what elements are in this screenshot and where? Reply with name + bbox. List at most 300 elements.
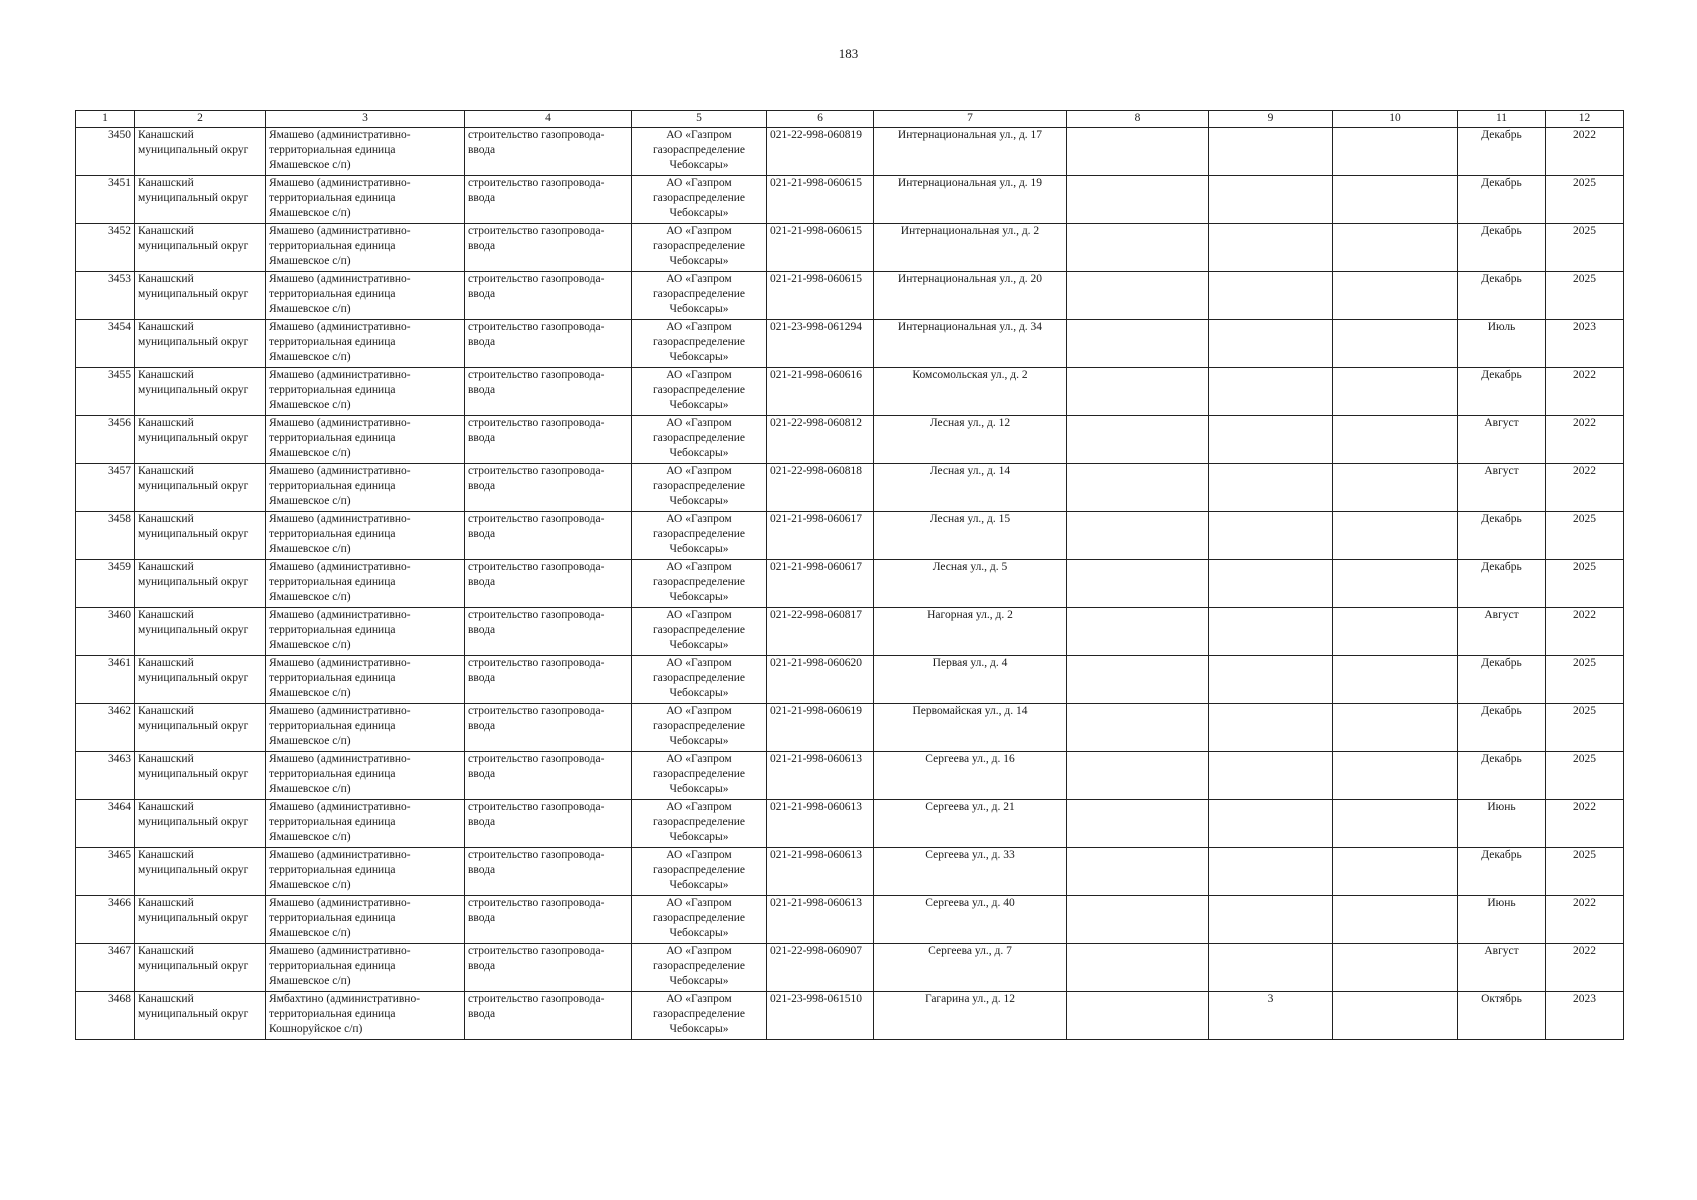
table-row bbox=[76, 176, 1624, 224]
table-row bbox=[76, 128, 1624, 176]
column-8-cell bbox=[1067, 848, 1209, 896]
month-cell: Август bbox=[1458, 464, 1546, 512]
address-cell: Интернациональная ул., д. 34 bbox=[874, 320, 1067, 368]
district-cell bbox=[135, 848, 266, 896]
cell-line: строительство газопровода- bbox=[468, 129, 605, 141]
district-cell bbox=[135, 608, 266, 656]
column-9-cell bbox=[1209, 176, 1333, 224]
cell-line: строительство газопровода- bbox=[468, 609, 605, 621]
organization-cell bbox=[632, 848, 767, 896]
cell-line: Ямашевское с/п) bbox=[269, 543, 351, 555]
column-8-cell bbox=[1067, 992, 1209, 1040]
table-row bbox=[76, 752, 1624, 800]
cell-line: территориальная единица bbox=[269, 1008, 396, 1020]
cell-line: АО «Газпром bbox=[666, 321, 732, 333]
column-8-cell bbox=[1067, 416, 1209, 464]
cell-line: Чебоксары» bbox=[669, 783, 729, 795]
cell-line: АО «Газпром bbox=[666, 993, 732, 1005]
cell-line: Чебоксары» bbox=[669, 447, 729, 459]
cell-line: строительство газопровода- bbox=[468, 561, 605, 573]
cell-line: муниципальный округ bbox=[138, 720, 249, 732]
cell-line: территориальная единица bbox=[269, 288, 396, 300]
cell-line: АО «Газпром bbox=[666, 465, 732, 477]
cell-line: территориальная единица bbox=[269, 768, 396, 780]
column-8-cell bbox=[1067, 368, 1209, 416]
column-9-cell bbox=[1209, 800, 1333, 848]
column-header: 9 bbox=[1209, 111, 1333, 128]
cell-line: Ямашево (административно- bbox=[269, 897, 411, 909]
table-row bbox=[76, 896, 1624, 944]
cell-line: территориальная единица bbox=[269, 720, 396, 732]
month-cell: Август bbox=[1458, 608, 1546, 656]
column-10-cell bbox=[1333, 464, 1458, 512]
month-cell: Декабрь bbox=[1458, 512, 1546, 560]
cell-line: Ямашевское с/п) bbox=[269, 351, 351, 363]
cell-line: Кошноруйское с/п) bbox=[269, 1023, 363, 1035]
address-cell: Первомайская ул., д. 14 bbox=[874, 704, 1067, 752]
column-header: 12 bbox=[1546, 111, 1624, 128]
cell-line: строительство газопровода- bbox=[468, 225, 605, 237]
cell-line: территориальная единица bbox=[269, 192, 396, 204]
cell-line: ввода bbox=[468, 864, 496, 876]
district-cell bbox=[135, 944, 266, 992]
month-cell: Декабрь bbox=[1458, 224, 1546, 272]
month-cell: Июнь bbox=[1458, 896, 1546, 944]
column-header: 10 bbox=[1333, 111, 1458, 128]
cell-line: Чебоксары» bbox=[669, 831, 729, 843]
month-cell: Июль bbox=[1458, 320, 1546, 368]
code-cell: 021-21-998-060620 bbox=[767, 656, 874, 704]
column-10-cell bbox=[1333, 656, 1458, 704]
column-10-cell bbox=[1333, 992, 1458, 1040]
cell-line: Канашский bbox=[138, 705, 194, 717]
cell-line: ввода bbox=[468, 240, 496, 252]
cell-line: Ямашевское с/п) bbox=[269, 399, 351, 411]
cell-line: Канашский bbox=[138, 801, 194, 813]
code-cell: 021-22-998-060907 bbox=[767, 944, 874, 992]
column-header: 4 bbox=[465, 111, 632, 128]
row-number-cell: 3458 bbox=[76, 512, 135, 560]
organization-cell bbox=[632, 800, 767, 848]
row-number-cell: 3468 bbox=[76, 992, 135, 1040]
cell-line: АО «Газпром bbox=[666, 657, 732, 669]
work-type-cell bbox=[465, 512, 632, 560]
cell-line: муниципальный округ bbox=[138, 528, 249, 540]
row-number-cell: 3461 bbox=[76, 656, 135, 704]
district-cell bbox=[135, 704, 266, 752]
month-cell: Декабрь bbox=[1458, 752, 1546, 800]
organization-cell bbox=[632, 560, 767, 608]
page-number: 183 bbox=[838, 46, 859, 61]
organization-cell bbox=[632, 416, 767, 464]
district-cell bbox=[135, 992, 266, 1040]
table-row bbox=[76, 512, 1624, 560]
address-cell: Интернациональная ул., д. 19 bbox=[874, 176, 1067, 224]
cell-line: Канашский bbox=[138, 945, 194, 957]
cell-line: Чебоксары» bbox=[669, 351, 729, 363]
cell-line: АО «Газпром bbox=[666, 129, 732, 141]
settlement-cell bbox=[266, 464, 465, 512]
code-cell: 021-22-998-060817 bbox=[767, 608, 874, 656]
cell-line: муниципальный округ bbox=[138, 192, 249, 204]
month-cell: Декабрь bbox=[1458, 368, 1546, 416]
table-row bbox=[76, 416, 1624, 464]
cell-line: муниципальный округ bbox=[138, 1008, 249, 1020]
table-row bbox=[76, 800, 1624, 848]
cell-line: строительство газопровода- bbox=[468, 753, 605, 765]
cell-line: территориальная единица bbox=[269, 480, 396, 492]
column-10-cell bbox=[1333, 176, 1458, 224]
column-9-cell bbox=[1209, 896, 1333, 944]
work-type-cell bbox=[465, 368, 632, 416]
month-cell: Октябрь bbox=[1458, 992, 1546, 1040]
column-10-cell bbox=[1333, 272, 1458, 320]
column-9-cell bbox=[1209, 272, 1333, 320]
organization-cell bbox=[632, 656, 767, 704]
column-8-cell bbox=[1067, 224, 1209, 272]
work-type-cell bbox=[465, 320, 632, 368]
cell-line: муниципальный округ bbox=[138, 912, 249, 924]
table-row bbox=[76, 320, 1624, 368]
cell-line: Чебоксары» bbox=[669, 687, 729, 699]
column-10-cell bbox=[1333, 416, 1458, 464]
month-cell: Декабрь bbox=[1458, 704, 1546, 752]
month-cell: Август bbox=[1458, 944, 1546, 992]
cell-line: ввода bbox=[468, 576, 496, 588]
year-cell: 2022 bbox=[1546, 896, 1624, 944]
column-header: 7 bbox=[874, 111, 1067, 128]
cell-line: ввода bbox=[468, 144, 496, 156]
table-row bbox=[76, 224, 1624, 272]
code-cell: 021-21-998-060613 bbox=[767, 848, 874, 896]
address-cell: Первая ул., д. 4 bbox=[874, 656, 1067, 704]
district-cell bbox=[135, 176, 266, 224]
cell-line: Ямашевское с/п) bbox=[269, 927, 351, 939]
code-cell: 021-21-998-060617 bbox=[767, 512, 874, 560]
register-table bbox=[75, 110, 1624, 1040]
cell-line: строительство газопровода- bbox=[468, 465, 605, 477]
column-10-cell bbox=[1333, 944, 1458, 992]
column-9-cell bbox=[1209, 224, 1333, 272]
column-8-cell bbox=[1067, 896, 1209, 944]
cell-line: Канашский bbox=[138, 465, 194, 477]
cell-line: Ямашево (административно- bbox=[269, 417, 411, 429]
month-cell: Декабрь bbox=[1458, 560, 1546, 608]
cell-line: АО «Газпром bbox=[666, 801, 732, 813]
cell-line: Ямашево (административно- bbox=[269, 705, 411, 717]
cell-line: ввода bbox=[468, 192, 496, 204]
cell-line: Канашский bbox=[138, 321, 194, 333]
cell-line: АО «Газпром bbox=[666, 417, 732, 429]
cell-line: Ямашево (административно- bbox=[269, 225, 411, 237]
cell-line: АО «Газпром bbox=[666, 369, 732, 381]
settlement-cell bbox=[266, 560, 465, 608]
cell-line: территориальная единица bbox=[269, 864, 396, 876]
code-cell: 021-21-998-060615 bbox=[767, 272, 874, 320]
work-type-cell bbox=[465, 128, 632, 176]
organization-cell bbox=[632, 128, 767, 176]
cell-line: Ямашевское с/п) bbox=[269, 303, 351, 315]
cell-line: газораспределение bbox=[652, 1008, 746, 1020]
organization-cell bbox=[632, 176, 767, 224]
work-type-cell bbox=[465, 416, 632, 464]
cell-line: Канашский bbox=[138, 513, 194, 525]
cell-line: муниципальный округ bbox=[138, 864, 249, 876]
cell-line: Канашский bbox=[138, 369, 194, 381]
column-9-cell bbox=[1209, 128, 1333, 176]
column-9-cell bbox=[1209, 320, 1333, 368]
address-cell: Интернациональная ул., д. 20 bbox=[874, 272, 1067, 320]
cell-line: ввода bbox=[468, 720, 496, 732]
settlement-cell bbox=[266, 128, 465, 176]
cell-line: АО «Газпром bbox=[666, 897, 732, 909]
cell-line: строительство газопровода- bbox=[468, 801, 605, 813]
cell-line: ввода bbox=[468, 432, 496, 444]
cell-line: Чебоксары» bbox=[669, 303, 729, 315]
column-8-cell bbox=[1067, 176, 1209, 224]
cell-line: территориальная единица bbox=[269, 432, 396, 444]
settlement-cell bbox=[266, 320, 465, 368]
settlement-cell bbox=[266, 416, 465, 464]
cell-line: муниципальный округ bbox=[138, 336, 249, 348]
address-cell: Интернациональная ул., д. 2 bbox=[874, 224, 1067, 272]
organization-cell bbox=[632, 224, 767, 272]
cell-line: Чебоксары» bbox=[669, 1023, 729, 1035]
settlement-cell bbox=[266, 272, 465, 320]
column-9-cell bbox=[1209, 560, 1333, 608]
cell-line: территориальная единица bbox=[269, 336, 396, 348]
work-type-cell bbox=[465, 800, 632, 848]
code-cell: 021-22-998-060818 bbox=[767, 464, 874, 512]
code-cell: 021-21-998-060619 bbox=[767, 704, 874, 752]
column-9-cell bbox=[1209, 848, 1333, 896]
cell-line: территориальная единица bbox=[269, 672, 396, 684]
cell-line: Ямашевское с/п) bbox=[269, 687, 351, 699]
column-header: 5 bbox=[632, 111, 767, 128]
cell-line: ввода bbox=[468, 384, 496, 396]
column-10-cell bbox=[1333, 560, 1458, 608]
code-cell: 021-23-998-061510 bbox=[767, 992, 874, 1040]
address-cell: Нагорная ул., д. 2 bbox=[874, 608, 1067, 656]
column-10-cell bbox=[1333, 800, 1458, 848]
cell-line: АО «Газпром bbox=[666, 513, 732, 525]
organization-cell bbox=[632, 992, 767, 1040]
cell-line: Ямашевское с/п) bbox=[269, 447, 351, 459]
cell-line: Ямашево (административно- bbox=[269, 321, 411, 333]
month-cell: Декабрь bbox=[1458, 176, 1546, 224]
cell-line: АО «Газпром bbox=[666, 945, 732, 957]
cell-line: муниципальный округ bbox=[138, 816, 249, 828]
column-8-cell bbox=[1067, 752, 1209, 800]
work-type-cell bbox=[465, 896, 632, 944]
settlement-cell bbox=[266, 752, 465, 800]
settlement-cell bbox=[266, 368, 465, 416]
code-cell: 021-21-998-060615 bbox=[767, 176, 874, 224]
cell-line: газораспределение bbox=[652, 720, 746, 732]
column-8-cell bbox=[1067, 512, 1209, 560]
address-cell: Сергеева ул., д. 21 bbox=[874, 800, 1067, 848]
row-number-cell: 3450 bbox=[76, 128, 135, 176]
cell-line: муниципальный округ bbox=[138, 960, 249, 972]
row-number-cell: 3462 bbox=[76, 704, 135, 752]
table-row bbox=[76, 368, 1624, 416]
work-type-cell bbox=[465, 656, 632, 704]
cell-line: Ямашево (административно- bbox=[269, 369, 411, 381]
organization-cell bbox=[632, 704, 767, 752]
cell-line: газораспределение bbox=[652, 144, 746, 156]
cell-line: строительство газопровода- bbox=[468, 177, 605, 189]
cell-line: Канашский bbox=[138, 177, 194, 189]
district-cell bbox=[135, 128, 266, 176]
table-row bbox=[76, 992, 1624, 1040]
settlement-cell bbox=[266, 224, 465, 272]
settlement-cell bbox=[266, 656, 465, 704]
cell-line: Канашский bbox=[138, 993, 194, 1005]
cell-line: Чебоксары» bbox=[669, 543, 729, 555]
work-type-cell bbox=[465, 992, 632, 1040]
year-cell: 2023 bbox=[1546, 320, 1624, 368]
cell-line: газораспределение bbox=[652, 624, 746, 636]
settlement-cell bbox=[266, 848, 465, 896]
table-row bbox=[76, 560, 1624, 608]
row-number-cell: 3464 bbox=[76, 800, 135, 848]
column-8-cell bbox=[1067, 800, 1209, 848]
column-10-cell bbox=[1333, 512, 1458, 560]
cell-line: Канашский bbox=[138, 273, 194, 285]
cell-line: Ямашево (административно- bbox=[269, 945, 411, 957]
organization-cell bbox=[632, 608, 767, 656]
work-type-cell bbox=[465, 464, 632, 512]
code-cell: 021-21-998-060613 bbox=[767, 896, 874, 944]
column-9-cell bbox=[1209, 512, 1333, 560]
cell-line: Ямашевское с/п) bbox=[269, 735, 351, 747]
column-9-cell bbox=[1209, 704, 1333, 752]
cell-line: Ямашевское с/п) bbox=[269, 975, 351, 987]
code-cell: 021-22-998-060819 bbox=[767, 128, 874, 176]
cell-line: Чебоксары» bbox=[669, 927, 729, 939]
cell-line: ввода bbox=[468, 336, 496, 348]
work-type-cell bbox=[465, 176, 632, 224]
work-type-cell bbox=[465, 944, 632, 992]
year-cell: 2025 bbox=[1546, 848, 1624, 896]
year-cell: 2022 bbox=[1546, 944, 1624, 992]
cell-line: Ямашевское с/п) bbox=[269, 831, 351, 843]
cell-line: Ямашево (административно- bbox=[269, 609, 411, 621]
cell-line: Чебоксары» bbox=[669, 591, 729, 603]
address-cell: Сергеева ул., д. 40 bbox=[874, 896, 1067, 944]
code-cell: 021-21-998-060616 bbox=[767, 368, 874, 416]
table-header bbox=[76, 111, 1624, 128]
district-cell bbox=[135, 800, 266, 848]
settlement-cell bbox=[266, 992, 465, 1040]
row-number-cell: 3467 bbox=[76, 944, 135, 992]
cell-line: ввода bbox=[468, 816, 496, 828]
cell-line: Чебоксары» bbox=[669, 207, 729, 219]
address-cell: Сергеева ул., д. 16 bbox=[874, 752, 1067, 800]
cell-line: строительство газопровода- bbox=[468, 705, 605, 717]
address-cell: Сергеева ул., д. 33 bbox=[874, 848, 1067, 896]
header-row bbox=[76, 111, 1624, 128]
cell-line: муниципальный округ bbox=[138, 672, 249, 684]
cell-line: муниципальный округ bbox=[138, 576, 249, 588]
cell-line: АО «Газпром bbox=[666, 753, 732, 765]
cell-line: Чебоксары» bbox=[669, 399, 729, 411]
cell-line: муниципальный округ bbox=[138, 432, 249, 444]
row-number-cell: 3465 bbox=[76, 848, 135, 896]
address-cell: Лесная ул., д. 14 bbox=[874, 464, 1067, 512]
district-cell bbox=[135, 416, 266, 464]
column-8-cell bbox=[1067, 560, 1209, 608]
column-8-cell bbox=[1067, 272, 1209, 320]
row-number-cell: 3456 bbox=[76, 416, 135, 464]
cell-line: Чебоксары» bbox=[669, 255, 729, 267]
organization-cell bbox=[632, 464, 767, 512]
cell-line: строительство газопровода- bbox=[468, 849, 605, 861]
organization-cell bbox=[632, 944, 767, 992]
table-row bbox=[76, 704, 1624, 752]
cell-line: Канашский bbox=[138, 657, 194, 669]
cell-line: газораспределение bbox=[652, 864, 746, 876]
address-cell: Лесная ул., д. 5 bbox=[874, 560, 1067, 608]
year-cell: 2025 bbox=[1546, 176, 1624, 224]
code-cell: 021-22-998-060812 bbox=[767, 416, 874, 464]
work-type-cell bbox=[465, 224, 632, 272]
cell-line: строительство газопровода- bbox=[468, 369, 605, 381]
cell-line: Ямашевское с/п) bbox=[269, 639, 351, 651]
address-cell: Сергеева ул., д. 7 bbox=[874, 944, 1067, 992]
cell-line: Ямашево (административно- bbox=[269, 273, 411, 285]
column-9-cell bbox=[1209, 368, 1333, 416]
work-type-cell bbox=[465, 848, 632, 896]
month-cell: Август bbox=[1458, 416, 1546, 464]
year-cell: 2022 bbox=[1546, 608, 1624, 656]
cell-line: Канашский bbox=[138, 225, 194, 237]
year-cell: 2025 bbox=[1546, 512, 1624, 560]
column-9-cell bbox=[1209, 752, 1333, 800]
cell-line: ввода bbox=[468, 960, 496, 972]
district-cell bbox=[135, 512, 266, 560]
column-10-cell bbox=[1333, 320, 1458, 368]
cell-line: Ямашевское с/п) bbox=[269, 783, 351, 795]
column-10-cell bbox=[1333, 224, 1458, 272]
month-cell: Декабрь bbox=[1458, 272, 1546, 320]
cell-line: Канашский bbox=[138, 417, 194, 429]
row-number-cell: 3459 bbox=[76, 560, 135, 608]
cell-line: Ямашево (административно- bbox=[269, 657, 411, 669]
year-cell: 2022 bbox=[1546, 800, 1624, 848]
organization-cell bbox=[632, 512, 767, 560]
column-9-cell bbox=[1209, 944, 1333, 992]
cell-line: муниципальный округ bbox=[138, 768, 249, 780]
cell-line: Канашский bbox=[138, 129, 194, 141]
table-row bbox=[76, 848, 1624, 896]
month-cell: Декабрь bbox=[1458, 848, 1546, 896]
cell-line: газораспределение bbox=[652, 960, 746, 972]
row-number-cell: 3451 bbox=[76, 176, 135, 224]
code-cell: 021-21-998-060615 bbox=[767, 224, 874, 272]
cell-line: ввода bbox=[468, 672, 496, 684]
address-cell: Интернациональная ул., д. 17 bbox=[874, 128, 1067, 176]
year-cell: 2022 bbox=[1546, 464, 1624, 512]
cell-line: газораспределение bbox=[652, 480, 746, 492]
year-cell: 2025 bbox=[1546, 224, 1624, 272]
cell-line: газораспределение bbox=[652, 240, 746, 252]
cell-line: Чебоксары» bbox=[669, 159, 729, 171]
cell-line: Ямашево (административно- bbox=[269, 849, 411, 861]
cell-line: газораспределение bbox=[652, 912, 746, 924]
cell-line: Ямашево (административно- bbox=[269, 801, 411, 813]
cell-line: газораспределение bbox=[652, 336, 746, 348]
